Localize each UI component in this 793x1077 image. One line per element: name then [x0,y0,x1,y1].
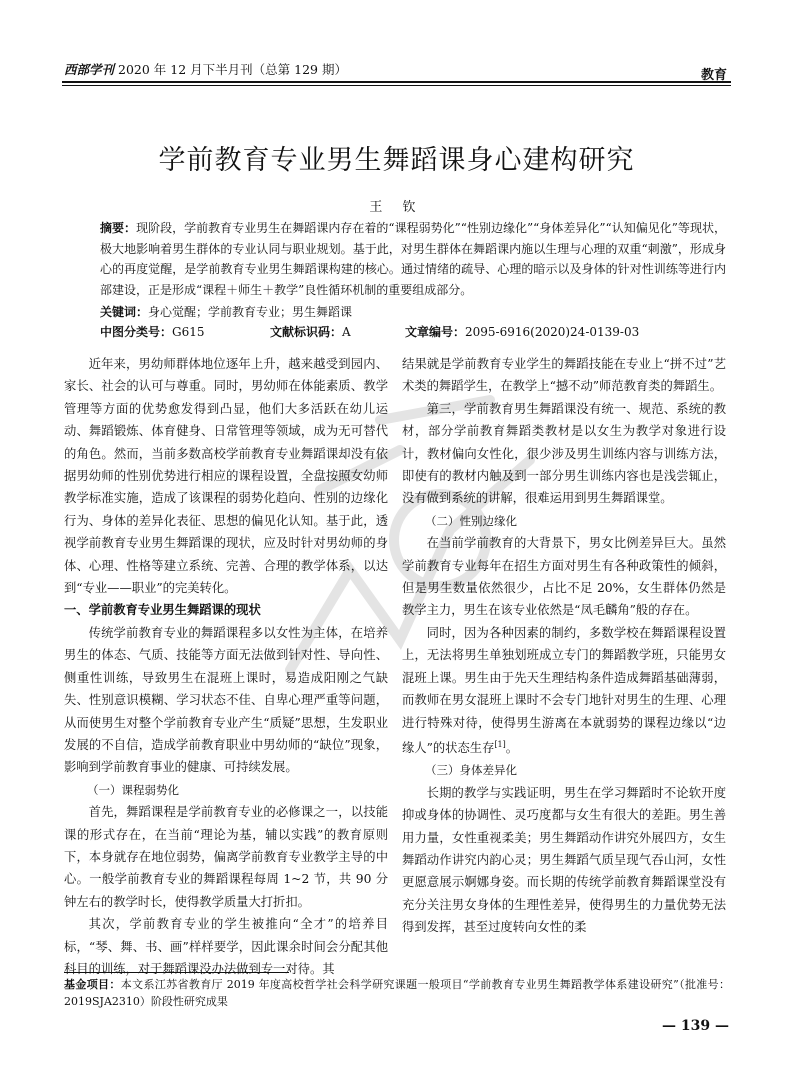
journal-logo: 西部学刊 [64,62,115,77]
clc-value: G615 [172,325,205,339]
paragraph: 在当前学前教育的大背景下，男女比例差异巨大。虽然学前教育专业每年在招生方面对男生有各种政策性的倾斜，但是男生数量依然很少，占比不足 20%，女生群体仍然是教学主力，男生在该专业依然是“凤毛麟角”般的存在。 [402,536,726,618]
paragraph-text: 同时，因为各种因素的制约，多数学校在舞蹈课程设置上，无法将男生单独划班成立专门的舞蹈教学班，只能男女混班上课。男生由于先天生理结构条件造成舞蹈基础薄弱，而教师在男女混班上课时不会专门地针对男生的生理、心理进行特殊对待，使得男生游离在本就弱势的课程边缘以“边缘人”的状态生存 [402,625,726,755]
article-no-value: 2095-6916(2020)24-0139-03 [465,325,640,339]
header-rule [62,81,731,83]
paragraph [402,622,726,760]
doc-code-value: A [342,325,351,339]
journal-header [64,60,347,78]
subsection-heading: （二）性别边缘化 [425,513,517,528]
section-label: 教育 [700,68,727,83]
doc-code-label: 文献标识码： [270,325,343,339]
paragraph: 传统学前教育专业的舞蹈课程多以女性为主体，在培养男生的体态、气质、技能等方面无法做到针对性、导向性、侧重性训练，导致男生在混班上课时，易造成阳刚之气缺失、性别意识模糊、学习状态不佳、自卑心理严重等问题，从而使男生对整个学前教育专业产生“质疑”思想，生发职业发展的不自信，造成学前教育职业中男幼师的“缺位”现象，影响到学前教育事业的健康、可持续发展。 [64,625,388,775]
footnote-rule [64,972,289,973]
paragraph-end: 。 [505,741,519,755]
left-column [64,353,388,980]
article-title: 学前教育专业男生舞蹈课身心建构研究 [158,145,635,176]
page-number: — 139 — [662,1018,729,1034]
footnote-label: 基金项目： [64,978,121,991]
paragraph: 结果就是学前教育专业学生的舞蹈技能在专业上“拼不过”艺术类的舞蹈学生，在教学上“撼不动”师范教育类的舞蹈生。 [402,357,726,394]
clc-label: 中图分类号： [100,325,173,339]
article-no-label: 文章编号： [405,325,466,339]
article-author: 王 钦 [369,200,424,215]
abstract-text: 现阶段，学前教育专业男生在舞蹈课内存在着的“课程弱势化”“性别边缘化”“身体差异化”“认知偏见化”等现状，极大地影响着男生群体的专业认同与职业规划。基于此，对男生群体在舞蹈课内施以生理与心理的双重“刺激”，形成身心的再度觉醒，是学前教育专业男生舞蹈课构建的核心。通过情绪的疏导、心理的暗示以及身体的针对性训练等进行内部建设，正是形成“课程＋师生＋教学”良性循环机制的重要组成部分。 [100,221,726,297]
article-meta [100,322,740,342]
paragraph: 近年来，男幼师群体地位逐年上升，越来越受到园内、家长、社会的认可与尊重。同时，男幼师在体能素质、教学管理等方面的优势愈发得到凸显，他们大多活跃在幼儿运动、舞蹈锻炼、体育健身、日常管理等领域，成为无可替代的角色。然而，当前多数高校学前教育专业舞蹈课却没有依据男幼师的性别优势进行相应的课程设置，全盘按照女幼师教学标准实施，造成了该课程的弱势化趋向、性别的边缘化行为、身体的差异化表征、思想的偏见化认知。基于此，透视学前教育专业男生舞蹈课的现状，应及时针对男幼师的身体、心理、性格等建立系统、完善、合理的教学体系，以达到“专业——职业”的完美转化。 [64,357,388,596]
paragraph: 首先，舞蹈课程是学前教育专业的必修课之一，以技能课的形式存在，在当前“理论为基，辅以实践”的教育原则下，本身就存在地位弱势，偏离学前教育专业教学主导的中心。一般学前教育专业的舞蹈课程每周 1~2 节，共 90 分钟左右的教学时长，使得教学质量大打折扣。 [64,805,388,909]
paragraph: 长期的教学与实践证明，男生在学习舞蹈时不论软开度抑或身体的协调性、灵巧度都与女生有很大的差距。男生善用力量，女性重视柔美；男生舞蹈动作讲究外展四方，女生舞蹈动作讲究内韵心灵；男生舞蹈气质呈现气吞山河，女性更愿意展示婀娜身姿。而长期的传统学前教育舞蹈课堂没有充分关注男女身体的生理性差异，使得男生的力量优势无法得到发挥，甚至过度转向女性的柔 [402,785,726,935]
keywords-text: 身心觉醒；学前教育专业；男生舞蹈课 [148,305,353,319]
abstract-label: 摘要： [100,221,137,235]
subsection-heading: （三）身体差异化 [425,763,517,778]
abstract [100,218,726,300]
footnote-text: 本文系江苏省教育厅 2019 年度高校哲学社会科学研究课题一般项目“学前教育专业男生舞蹈教学体系建设研究”（批准号：2019SJA2310）阶段性研究成果 [64,978,730,1008]
subsection-heading: （一）课程弱势化 [87,782,179,797]
footnote [64,976,730,1010]
section-heading: 一、学前教育专业男生舞蹈课的现状 [64,603,261,618]
right-column [402,353,726,939]
keywords [100,302,726,322]
issue-info: 2020 年 12 月下半月刊（总第 129 期） [118,62,347,77]
citation-ref[interactable]: [1] [494,739,506,749]
paragraph: 其次，学前教育专业的学生被推向“全才”的培养目标，“琴、舞、书、画”样样要学，因此课余时间会分配其他科目的训练，对于舞蹈课没办法做到专一对待。其 [64,917,388,976]
keywords-label: 关键词： [100,305,149,319]
header-rule-thin [62,85,731,86]
paragraph: 第三，学前教育男生舞蹈课没有统一、规范、系统的教材，部分学前教育舞蹈类教材是以女生为教学对象进行设计，教材偏向女性化，很少涉及男生训练内容与训练方法，即使有的教材内触及到一部分男生训练内容也是浅尝辄止，没有做到系统的讲解，很难运用到男生舞蹈课堂。 [402,401,726,506]
